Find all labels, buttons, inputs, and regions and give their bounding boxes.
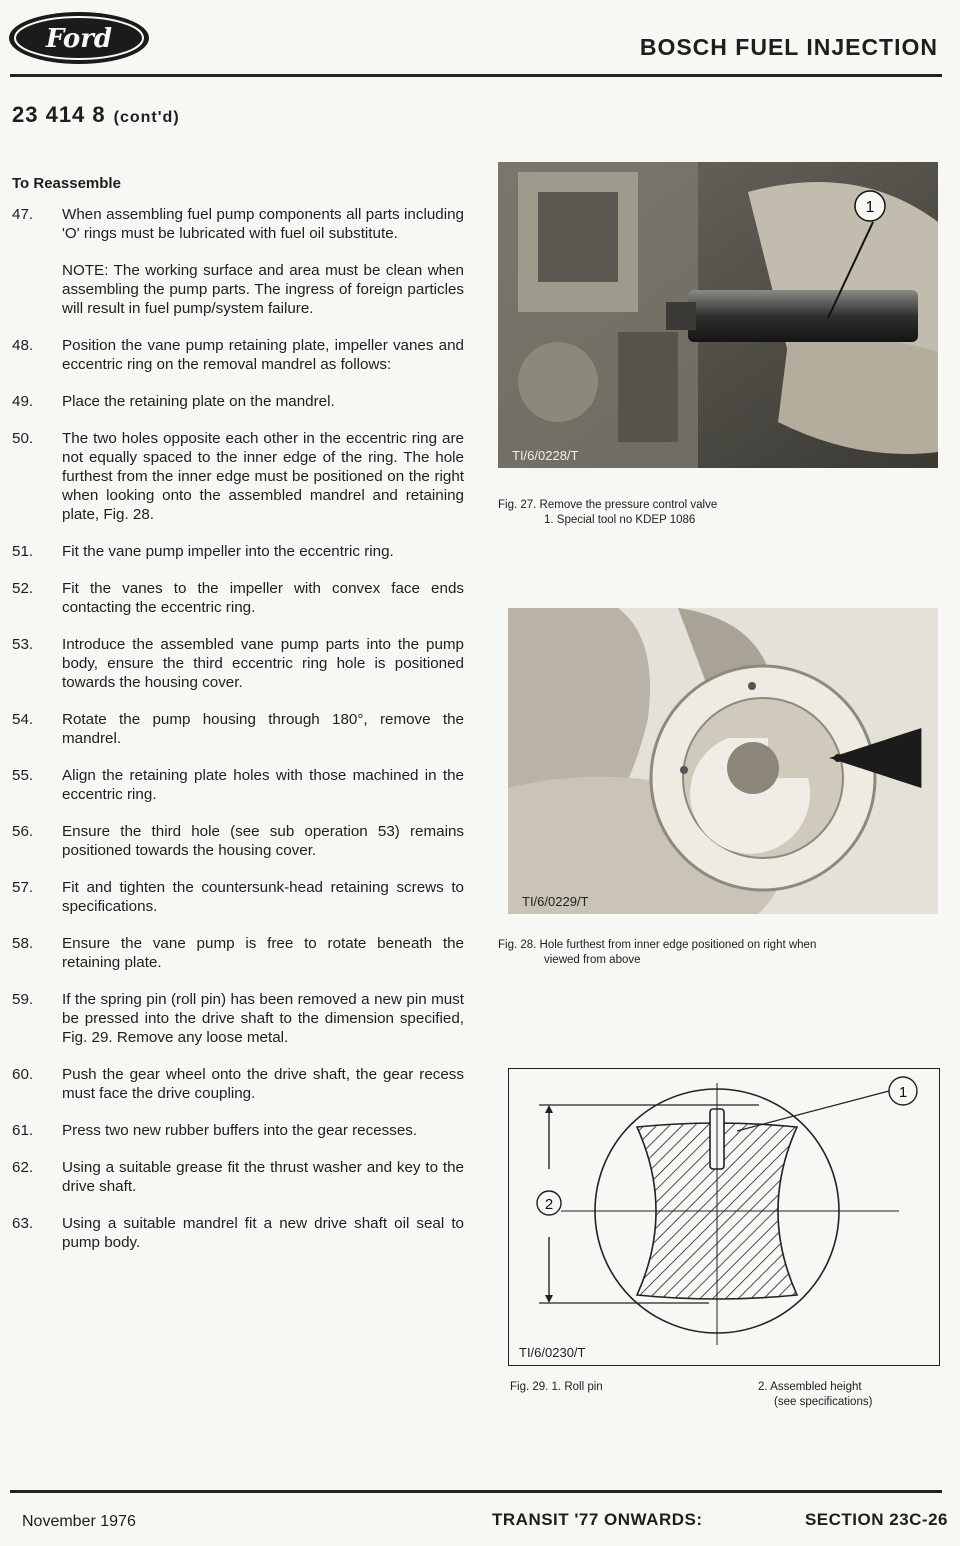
step-number: 49. [12, 393, 34, 410]
fig28-caption [498, 938, 942, 968]
fig28-caption-line2: viewed from above [544, 954, 641, 966]
step-number: 54. [12, 711, 34, 728]
step-number: 53. [12, 636, 34, 653]
step-item [12, 542, 464, 561]
step-item [12, 1158, 464, 1196]
fig29-diagram [509, 1069, 939, 1365]
step-item [12, 1214, 464, 1252]
step-number: 50. [12, 430, 34, 447]
step-number: 48. [12, 337, 34, 354]
fig28-ref: TI/6/0229/T [522, 894, 589, 909]
step-number: 58. [12, 935, 34, 952]
step-text: Rotate the pump housing through 180°, remove the mandrel. [62, 711, 464, 747]
header-title: BOSCH FUEL INJECTION [639, 34, 938, 60]
step-number: 59. [12, 991, 34, 1008]
operation-suffix: (cont'd) [113, 109, 180, 126]
footer-section: SECTION 23C-26 [804, 1510, 948, 1529]
operation-code [12, 102, 180, 128]
fig29-diagram-box [508, 1068, 940, 1366]
step-item [12, 579, 464, 617]
step-item [12, 766, 464, 804]
fig29-callout-2: 2 [544, 1196, 554, 1213]
step-text: When assembling fuel pump components all parts including 'O' rings must be lubricated with fuel oil substitute. [62, 206, 464, 242]
step-text: Fit and tighten the countersunk-head retaining screws to specifications. [62, 879, 464, 915]
step-text: Using a suitable grease fit the thrust washer and key to the drive shaft. [62, 1159, 464, 1195]
ford-logo [6, 10, 152, 66]
step-text: Introduce the assembled vane pump parts into the pump body, ensure the third eccentric ring hole is positioned towards the housing cover. [62, 636, 464, 691]
step-text: Ensure the third hole (see sub operation 53) remains positioned towards the housing cover. [62, 823, 464, 859]
fig27-caption-line2: 1. Special tool no KDEP 1086 [544, 514, 696, 526]
step-item [12, 822, 464, 860]
steps-list [12, 205, 464, 1270]
fig29-caption-right-line1: 2. Assembled height [758, 1381, 862, 1393]
step-text: Fit the vanes to the impeller with convex face ends contacting the eccentric ring. [62, 580, 464, 616]
fig29-caption-right-line2: (see specifications) [774, 1396, 873, 1408]
step-text: Place the retaining plate on the mandrel. [62, 393, 335, 410]
logo-text: Ford [45, 24, 113, 54]
step-item [12, 1065, 464, 1103]
fig29-ref: TI/6/0230/T [519, 1345, 586, 1360]
step-number: 63. [12, 1215, 34, 1232]
fig29-caption-left: Fig. 29. 1. Roll pin [510, 1381, 603, 1393]
step-item [12, 336, 464, 374]
step-number: 56. [12, 823, 34, 840]
fig27-caption-line1: Fig. 27. Remove the pressure control valve [498, 499, 718, 511]
note-text: NOTE: The working surface and area must be clean when assembling the pump parts. The ingress of foreign particles will result in fuel pump/system failure. [62, 262, 464, 317]
step-text: Push the gear wheel onto the drive shaft, the gear recess must face the drive coupling. [62, 1066, 464, 1102]
step-number: 62. [12, 1159, 34, 1176]
step-item [12, 990, 464, 1047]
step-item [12, 878, 464, 916]
fig27-ref: TI/6/0228/T [512, 448, 579, 463]
step-number: 61. [12, 1122, 34, 1139]
step-text: Ensure the vane pump is free to rotate beneath the retaining plate. [62, 935, 464, 971]
step-number: 60. [12, 1066, 34, 1083]
step-item [12, 392, 464, 411]
operation-number: 23 414 8 [12, 102, 106, 127]
step-text: If the spring pin (roll pin) has been removed a new pin must be pressed into the drive shaft to the dimension specified, Fig. 29. Remove any loose metal. [62, 991, 464, 1046]
step-number: 47. [12, 206, 34, 223]
step-number: 52. [12, 580, 34, 597]
step-item [12, 205, 464, 243]
step-item [12, 1121, 464, 1140]
step-item [12, 934, 464, 972]
footer-rule [10, 1490, 942, 1493]
fig28-caption-line1: Fig. 28. Hole furthest from inner edge positioned on right when [498, 939, 817, 951]
step-text: Using a suitable mandrel fit a new drive shaft oil seal to pump body. [62, 1215, 464, 1251]
fig27-photo [498, 162, 938, 468]
step-text: The two holes opposite each other in the eccentric ring are not equally spaced to the inner edge of the ring. The hole furthest from the inner edge must be positioned on the right when looking onto the assembled mandrel and retaining plate, Fig. 28. [62, 430, 464, 523]
fig27-caption [498, 498, 938, 528]
fig29-callout-1: 1 [898, 1084, 908, 1101]
step-text: Position the vane pump retaining plate, impeller vanes and eccentric ring on the removal mandrel as follows: [62, 337, 464, 373]
header-rule [10, 74, 942, 77]
step-item [12, 710, 464, 748]
step-item [12, 635, 464, 692]
step-text: Press two new rubber buffers into the gear recesses. [62, 1122, 418, 1139]
footer-date: November 1976 [22, 1513, 136, 1530]
section-heading: To Reassemble [12, 175, 121, 192]
footer-vehicle: TRANSIT '77 ONWARDS: [492, 1510, 703, 1529]
step-text: Fit the vane pump impeller into the eccentric ring. [62, 543, 394, 560]
step-number: 57. [12, 879, 34, 896]
step-number: 55. [12, 767, 34, 784]
fig27-callout: 1 [865, 199, 875, 216]
fig29-caption-right [758, 1380, 938, 1410]
step-number: 51. [12, 543, 34, 560]
step-item [12, 429, 464, 524]
fig28-photo [508, 608, 938, 914]
step-text: Align the retaining plate holes with those machined in the eccentric ring. [62, 767, 464, 803]
